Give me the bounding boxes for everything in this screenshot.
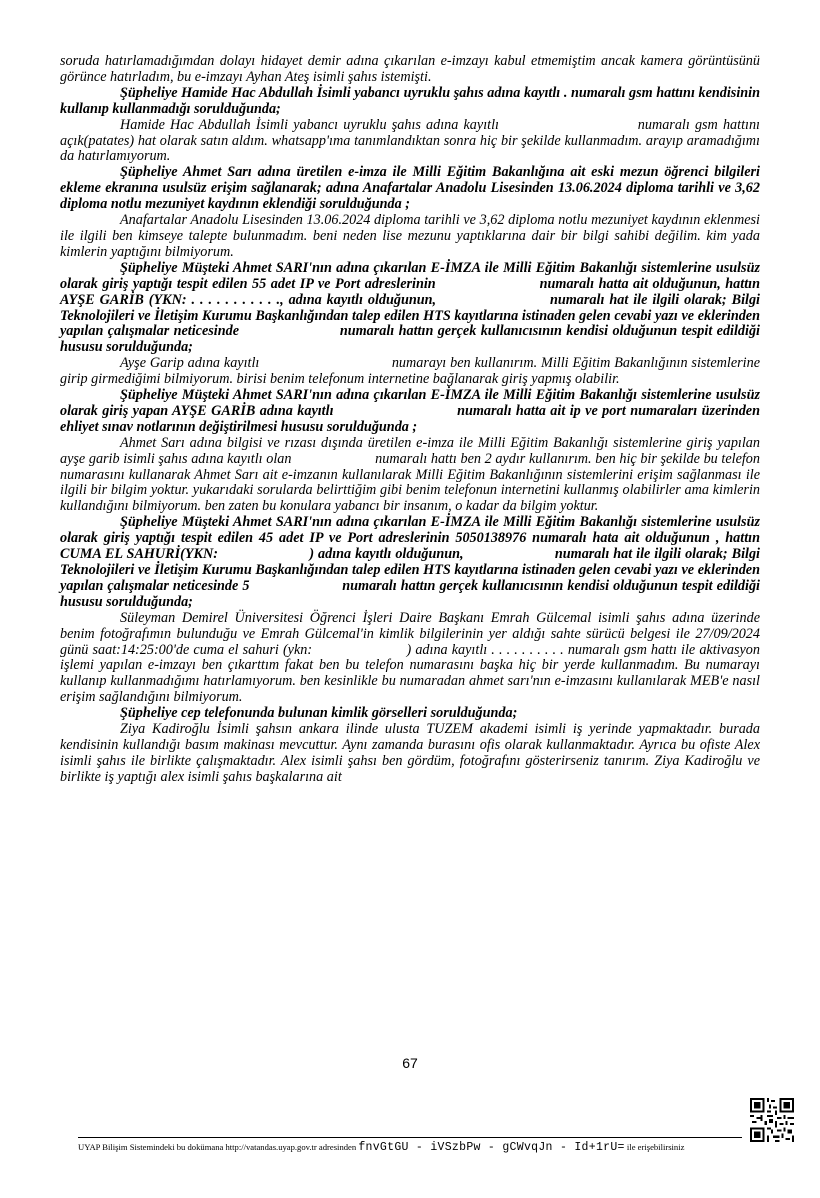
footer-divider (78, 1137, 742, 1138)
footer-verification-code: fnvGtGU - iVSzbPw - gCWvqJn - Id+1rU= (358, 1141, 625, 1154)
question-paragraph: Şüpheliye Müşteki Ahmet SARI'nın adına çıkarılan E-İMZA ile Milli Eğitim Bakanlığı sistemlerine usulsüz olarak giriş yaptığı tespit edilen 45 adet IP ve Port adreslerinin 5050138976 numaralı hata ait olduğunun , hattın CUMA EL SAHURİ(YKN: ) adına kayıtlı olduğunun, numaralı hat ile ilgili olarak; Bilgi Teknolojileri ve İletişim Kurumu Başkanlığından talep edilen HTS kayıtlarına istinaden gelen cevabi yazı ve eklerinden yapılan çalışmalar neticesinde 5 numaralı hattın gerçek kullanıcısının kendisi olduğunun tespit edildiği hususu sorulduğunda; (60, 514, 764, 610)
qr-code-icon (750, 1098, 794, 1142)
footer-text-after: ile erişebilirsiniz (626, 1142, 685, 1152)
answer-paragraph: soruda hatırlamadığımdan dolayı hidayet demir adına çıkarılan e-imzayı kabul etmemiştim ancak kamera görüntüsünü görünce hatırladım, bu e-imzayı Ayhan Ateş isimli şahıs istemişti. (60, 53, 764, 85)
question-paragraph: Şüpheliye Ahmet Sarı adına üretilen e-imza ile Milli Eğitim Bakanlığına ait eski mezun öğrenci bilgileri ekleme ekranına usulsüz erişim sağlanarak; adına Anafartalar Anadolu Lisesinden 13.06.2024 diploma tarihli ve 3,62 diploma notlu mezuniyet kaydının eklendiği sorulduğunda ; (60, 164, 764, 213)
answer-paragraph: Anafartalar Anadolu Lisesinden 13.06.2024 diploma tarihli ve 3,62 diploma notlu mezuniyet kaydının eklenmesi ile ilgili ben kimseye talepte bulunmadım. beni neden lise mezunu yaptıklarına dair bir bilgi sahibi değilim. kim yada kimlerin yaptığını bilmiyorum. (60, 212, 764, 260)
footer-verification (78, 1141, 778, 1154)
page-number: 67 (402, 1055, 418, 1071)
answer-paragraph: Ayşe Garip adına kayıtlı numarayı ben kullanırım. Milli Eğitim Bakanlığının sistemlerine girip girmediğimi bilmiyorum. birisi benim telefonum internetine bağlanarak giriş yapmış olabilir. (60, 355, 764, 388)
question-paragraph: Şüpheliye Müşteki Ahmet SARI'nın adına çıkarılan E-İMZA ile Milli Eğitim Bakanlığı sistemlerine usulsüz olarak giriş yapan AYŞE GARİB adına kayıtlı numaralı hatta ait ip ve port numaraları üzerinden ehliyet sınav notlarının değiştirilmesi hususu sorulduğunda ; (60, 387, 764, 435)
answer-paragraph: Ahmet Sarı adına bilgisi ve rızası dışında üretilen e-imza ile Milli Eğitim Bakanlığı sistemlerine giriş yapılan ayşe garib isimli şahıs adına kayıtlı olan numaralı hattı ben 2 aydır kullanırım. ben hiç bir şekilde bu telefon numarasını kullanarak Ahmet Sarı ait e-imzanın kullanılarak Milli Eğitim Bakanlığının sistemlerini erişim sağlanması ile ilgili bir bilgim yoktur. yukarıdaki sorularda belirttiğim gibi benim telefonun internetini kullanmış olabilirler ama kimlerin kullandığını bilmiyorum. ben zaten bu konulara yabancı bir insanım, o kadar da bilgim yoktur. (60, 434, 764, 515)
answer-paragraph: Hamide Hac Abdullah İsimli yabancı uyruklu şahıs adına kayıtlı numaralı gsm hattını açık(patates) hat olarak satın aldım. whatsapp'ıma tanımlandıktan sonra hiç bir şekilde kullanmadım. arayıp aramadığımı da hatırlamıyorum. (60, 116, 764, 165)
footer-text-before: UYAP Bilişim Sistemindeki bu dokümana http://vatandas.uyap.gov.tr adresinden (78, 1142, 357, 1152)
question-paragraph: Şüpheliye cep telefonunda bulunan kimlik görselleri sorulduğunda; (120, 705, 518, 722)
question-paragraph: Şüpheliye Hamide Hac Abdullah İsimli yabancı uyruklu şahıs adına kayıtlı . numaralı gsm hattını kendisinin kullanıp kullanmadığı sorulduğunda; (60, 84, 764, 117)
question-paragraph: Şüpheliye Müşteki Ahmet SARI'nın adına çıkarılan E-İMZA ile Milli Eğitim Bakanlığı sistemlerine usulsüz olarak giriş yaptığı tespit edilen 55 adet IP ve Port adreslerinin numaralı hatta ait olduğunun, hattın AYŞE GARİB (YKN: . . . . . . . . . . ., adına kayıtlı olduğunun, numaralı hat ile ilgili olarak; Bilgi Teknolojileri ve İletişim Kurumu Başkanlığından talep edilen HTS kayıtlarına istinaden gelen cevabi yazı ve eklerinden yapılan çalışmalar neticesinde numaralı hattın gerçek kullanıcısının kendisi olduğunun tespit edildiği hususu sorulduğunda; (60, 259, 764, 356)
answer-paragraph: Süleyman Demirel Üniversitesi Öğrenci İşleri Daire Başkanı Emrah Gülcemal isimli şahıs adına üzerinde benim fotoğrafımın bulunduğu ve Emrah Gülcemal'in kimlik bilgilerinin yer aldığı sahte sürücü belgesi ile 27/09/2024 günü saat:14:25:00'de cuma el sahuri (ykn: ) adına kayıtlı . . . . . . . . . . numaralı gsm hattı ile aktivasyon işlemi yapılan e-imzayı ben çıkarttım fakat ben bu telefon numarasını başka hiç bir yerde kullanmadım. Bu numarayı kullanıp kullanmadığımı hatırlamıyorum. ben kesinlikle bu numaradan ahmet sarı'nın e-imzasını kullanılarak MEB'e nasıl erişim sağlandığını bilmiyorum. (60, 609, 764, 706)
answer-paragraph: Ziya Kadiroğlu İsimli şahsın ankara ilinde ulusta TUZEM akademi isimli iş yerinde yapmaktadır. burada kendisinin kullandığı basım makinası mevcuttur. Aynı zamanda burasını ofis olarak kullanmaktadır. Ayrıca bu ofiste Alex isimli şahıs ile birlikte çalışmaktadır. Alex isimli şahsı ben gördüm, fotoğrafını gösterirseniz tanırım. Ziya Kadiroğlu ve birlikte iş yaptığı alex isimli şahıs başkalarına ait (60, 721, 764, 785)
document-body (60, 53, 764, 786)
